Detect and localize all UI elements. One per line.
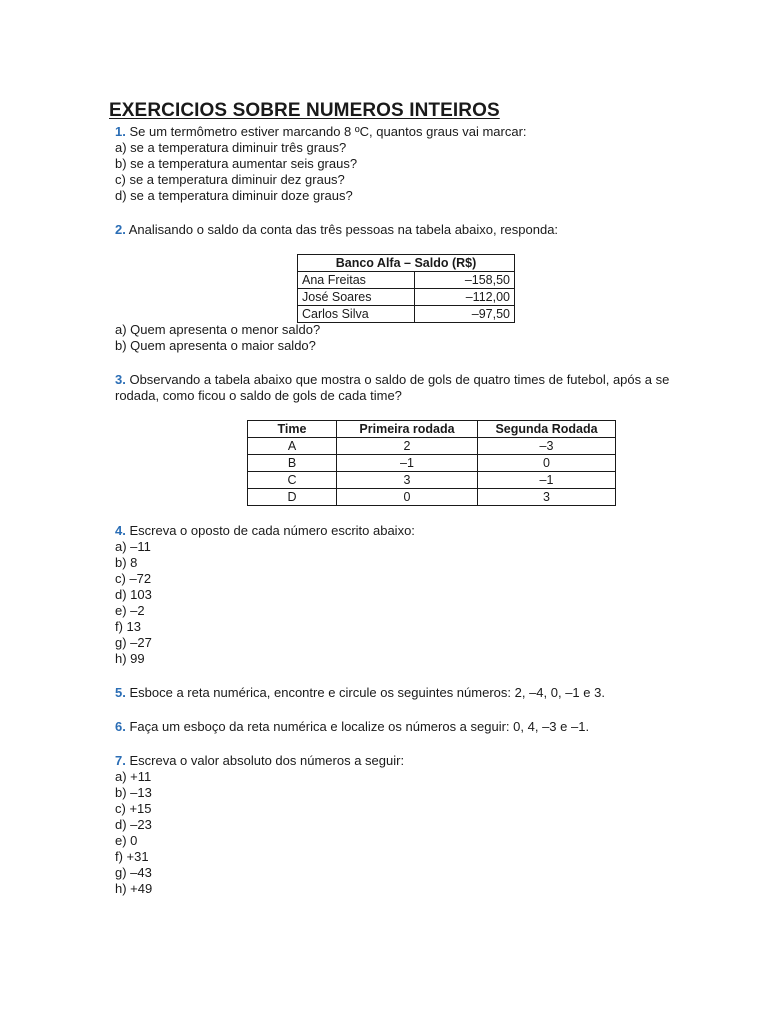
- list-item: d) 103: [115, 587, 152, 602]
- question-text: Esboce a reta numérica, encontre e circule os seguintes números: 2, –4, 0, –1 e 3.: [129, 685, 605, 700]
- question-5: [115, 685, 605, 701]
- list-item: c) +15: [115, 801, 152, 816]
- table-cell: –158,50: [415, 272, 515, 289]
- question-6: [115, 719, 589, 735]
- list-item: h) +49: [115, 881, 153, 896]
- question-2: [115, 222, 558, 238]
- question-text: Escreva o oposto de cada número escrito abaixo:: [129, 523, 415, 538]
- list-item: a) se a temperatura diminuir três graus?: [115, 140, 347, 155]
- list-item: a) Quem apresenta o menor saldo?: [115, 322, 321, 337]
- table-cell: –112,00: [415, 289, 515, 306]
- table-cell: A: [248, 438, 337, 455]
- list-item: a) –11: [115, 539, 151, 554]
- table-cell: C: [248, 472, 337, 489]
- question-number: 4.: [115, 523, 126, 538]
- question-4: [115, 523, 415, 539]
- table-cell: 0: [337, 489, 478, 506]
- list-item: b) 8: [115, 555, 138, 570]
- list-item: d) se a temperatura diminuir doze graus?: [115, 188, 353, 203]
- table-row: [248, 472, 616, 489]
- table-cell: 2: [337, 438, 478, 455]
- question-number: 7.: [115, 753, 126, 768]
- table-cell: 3: [478, 489, 616, 506]
- list-item: f) 13: [115, 619, 142, 634]
- list-item: g) –27: [115, 635, 152, 650]
- table-header-row: [248, 421, 616, 438]
- question-1: [115, 124, 527, 140]
- question-7: [115, 753, 404, 769]
- table-cell: 0: [478, 455, 616, 472]
- table-row: [248, 455, 616, 472]
- question-text-continued: rodada, como ficou o saldo de gols de cada time?: [115, 388, 402, 403]
- list-item: b) se a temperatura aumentar seis graus?: [115, 156, 358, 171]
- list-item: e) 0: [115, 833, 138, 848]
- list-item: d) –23: [115, 817, 152, 832]
- column-header: Primeira rodada: [337, 421, 478, 438]
- list-item: h) 99: [115, 651, 145, 666]
- table-cell: Carlos Silva: [298, 306, 415, 323]
- table-cell: Ana Freitas: [298, 272, 415, 289]
- table-cell: 3: [337, 472, 478, 489]
- table-cell: –1: [337, 455, 478, 472]
- goals-table: [247, 420, 616, 506]
- list-item: e) –2: [115, 603, 145, 618]
- question-number: 6.: [115, 719, 126, 734]
- page-title: EXERCICIOS SOBRE NUMEROS INTEIROS: [109, 100, 500, 121]
- question-text: Faça um esboço da reta numérica e localize os números a seguir: 0, 4, –3 e –1.: [129, 719, 590, 734]
- table-header: Banco Alfa – Saldo (R$): [298, 255, 515, 272]
- list-item: f) +31: [115, 849, 149, 864]
- question-text: Observando a tabela abaixo que mostra o saldo de gols de quatro times de futebol, após a se: [129, 372, 670, 387]
- question-number: 2.: [115, 222, 126, 237]
- question-text: Se um termômetro estiver marcando 8 ºC, quantos graus vai marcar:: [129, 124, 527, 139]
- table-cell: –3: [478, 438, 616, 455]
- list-item: g) –43: [115, 865, 152, 880]
- column-header: Time: [248, 421, 337, 438]
- question-number: 5.: [115, 685, 126, 700]
- table-cell: José Soares: [298, 289, 415, 306]
- list-item: c) se a temperatura diminuir dez graus?: [115, 172, 345, 187]
- table-row: [248, 489, 616, 506]
- question-3: [115, 372, 695, 388]
- table-row: [298, 272, 515, 289]
- question-text: Analisando o saldo da conta das três pessoas na tabela abaixo, responda:: [128, 222, 559, 237]
- list-item: b) –13: [115, 785, 152, 800]
- list-item: a) +11: [115, 769, 152, 784]
- column-header: Segunda Rodada: [478, 421, 616, 438]
- question-text: Escreva o valor absoluto dos números a seguir:: [129, 753, 405, 768]
- table-cell: B: [248, 455, 337, 472]
- question-number: 1.: [115, 124, 126, 139]
- table-cell: –1: [478, 472, 616, 489]
- table-row: [298, 306, 515, 323]
- table-cell: –97,50: [415, 306, 515, 323]
- table-cell: D: [248, 489, 337, 506]
- balance-table: [297, 254, 515, 323]
- table-row: [298, 289, 515, 306]
- table-row: [248, 438, 616, 455]
- question-number: 3.: [115, 372, 126, 387]
- list-item: b) Quem apresenta o maior saldo?: [115, 338, 316, 353]
- list-item: c) –72: [115, 571, 152, 586]
